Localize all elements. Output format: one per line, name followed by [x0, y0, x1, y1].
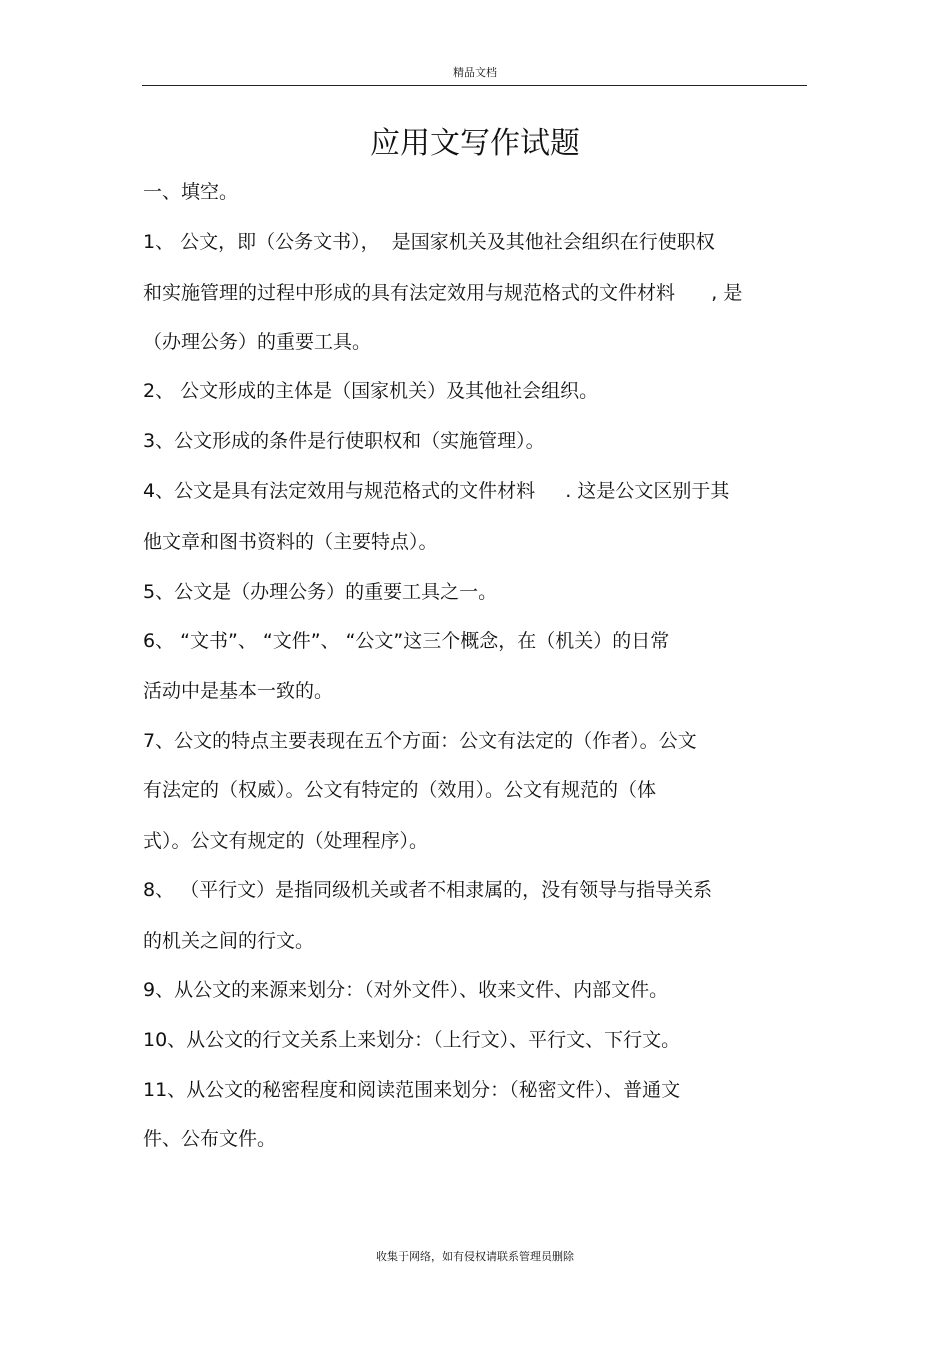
question-line: 10、从公文的行文关系上来划分：（上行文）、平行文、下行文。	[143, 1029, 681, 1051]
question-line: 11、从公文的秘密程度和阅读范围来划分：（秘密文件）、普通文	[143, 1079, 681, 1101]
header-divider	[142, 85, 807, 86]
question-line: 1、 公文，即（公务文书）， 是国家机关及其他社会组织在行使职权	[143, 231, 715, 253]
question-line: 件、公布文件。	[143, 1128, 277, 1150]
page-header-label: 精品文档	[453, 66, 497, 79]
question-line: 有法定的（权威）。公文有特定的（效用）。公文有规范的（体	[143, 779, 657, 801]
page-footer-note: 收集于网络，如有侵权请联系管理员删除	[376, 1250, 574, 1263]
question-line: 6、 “文书”、 “文件”、 “公文”这三个概念，在（机关）的日常	[143, 630, 670, 652]
question-line: 的机关之间的行文。	[143, 930, 315, 952]
question-line: 3、公文形成的条件是行使职权和（实施管理）。	[143, 430, 545, 452]
question-line: 和实施管理的过程中形成的具有法定效用与规范格式的文件材料 , 是	[143, 282, 743, 304]
section-heading: 一、填空。	[143, 181, 239, 203]
question-line: 活动中是基本一致的。	[143, 680, 334, 702]
question-line: 9、从公文的来源来划分：（对外文件）、收来文件、内部文件。	[143, 979, 669, 1001]
question-line: 5、公文是（办理公务）的重要工具之一。	[143, 581, 498, 603]
document-title: 应用文写作试题	[370, 126, 580, 161]
question-line: 2、 公文形成的主体是（国家机关）及其他社会组织。	[143, 380, 599, 402]
question-line: 7、公文的特点主要表现在五个方面：公文有法定的（作者）。公文	[143, 730, 697, 752]
question-line: 8、 （平行文）是指同级机关或者不相隶属的，没有领导与指导关系	[143, 879, 713, 901]
question-line: 他文章和图书资料的（主要特点）。	[143, 531, 438, 553]
question-line: （办理公务）的重要工具。	[143, 331, 372, 353]
question-line: 4、公文是具有法定效用与规范格式的文件材料 . 这是公文区别于其	[143, 480, 730, 502]
question-line: 式）。公文有规定的（处理程序）。	[143, 830, 429, 852]
